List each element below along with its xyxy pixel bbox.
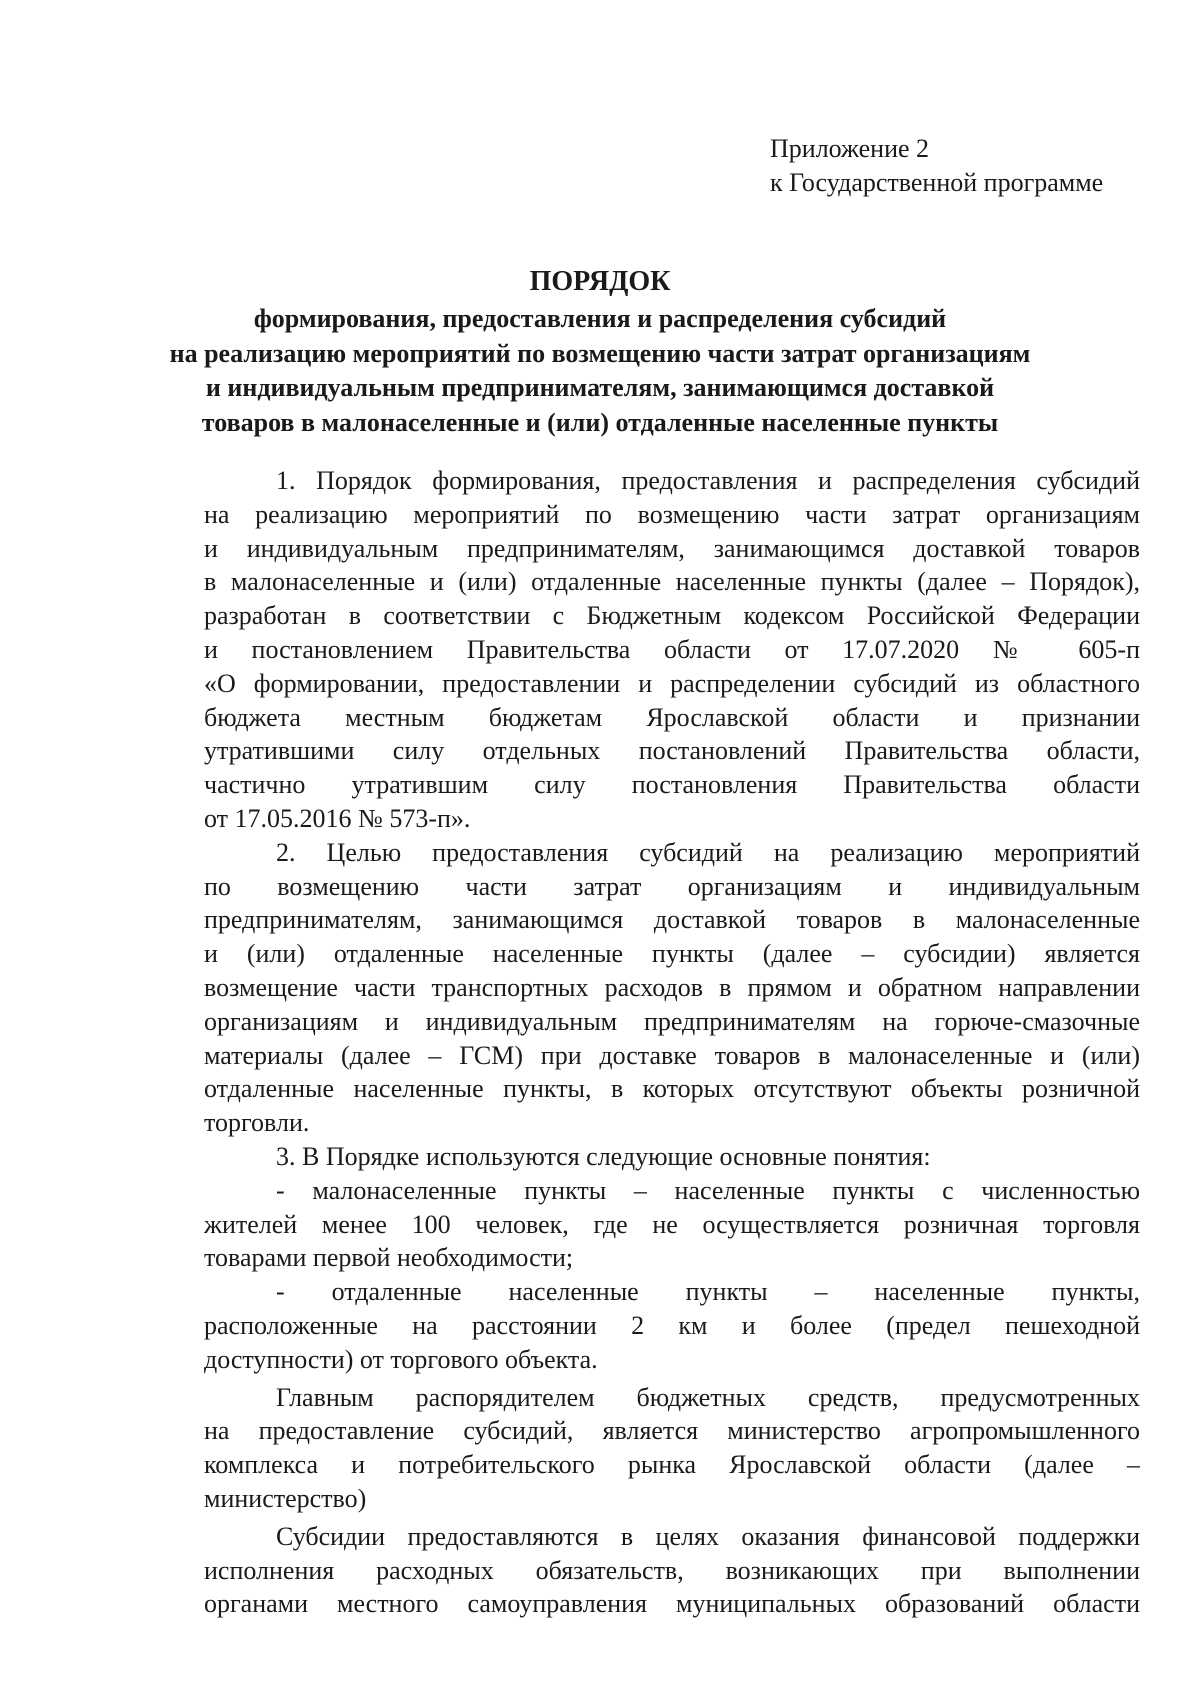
text-line: товарами первой необходимости; [204, 1243, 574, 1273]
title-line: и индивидуальным предпринимателям, занимающимся доставкой [205, 373, 995, 402]
text-line: - отдаленные населенные пункты – населенные пункты, [276, 1277, 1140, 1307]
title-line: формирования, предоставления и распределения субсидий [253, 304, 947, 333]
title-line: на реализацию мероприятий по возмещению части затрат организациям [169, 338, 1031, 368]
document-title [150, 262, 1050, 440]
text-line: по возмещению части затрат организациям и индивидуальным [204, 871, 1140, 901]
text-line: и (или) отдаленные населенные пункты (далее – субсидии) является [204, 939, 1140, 969]
text-line: в малонаселенные и (или) отдаленные населенные пункты (далее – Порядок), [204, 567, 1140, 597]
text-line: исполнения расходных обязательств, возникающих при выполнении [204, 1555, 1140, 1585]
text-line: 1. Порядок формирования, предоставления и распределения субсидий [276, 466, 1140, 495]
text-line: министерство) [204, 1483, 367, 1513]
text-line: бюджета местным бюджетам Ярославской области и признании [204, 702, 1140, 732]
text-line: предпринимателям, занимающимся доставкой товаров в малонаселенные [204, 905, 1140, 935]
text-line: комплекса и потребительского рынка Ярославской области (далее – [204, 1450, 1140, 1480]
text-line: на предоставление субсидий, является министерство агропромышленного [204, 1416, 1140, 1446]
text-line: на реализацию мероприятий по возмещению части затрат организациям [204, 499, 1140, 529]
document-body [204, 464, 1140, 1621]
text-line: органами местного самоуправления муниципальных образований области [204, 1589, 1140, 1619]
text-line: и постановлением Правительства области от 17.07.2020 № 605-п [204, 634, 1140, 664]
text-line: торговли. [204, 1108, 310, 1138]
text-line: утратившими силу отдельных постановлений Правительства области, [204, 736, 1140, 766]
title-heading: ПОРЯДОК [529, 266, 671, 297]
text-line: расположенные на расстоянии 2 км и более (предел пешеходной [204, 1310, 1140, 1340]
text-line: - малонаселенные пункты – населенные пункты с численностью [276, 1175, 1140, 1205]
text-line: и индивидуальным предпринимателям, занимающимся доставкой товаров [204, 533, 1140, 563]
annex-number: Приложение 2 [770, 134, 930, 163]
text-line: организациям и индивидуальным предпринимателям на горюче-смазочные [204, 1006, 1140, 1036]
text-line: доступности) от торгового объекта. [204, 1344, 598, 1374]
text-line: 2. Целью предоставления субсидий на реализацию мероприятий [276, 837, 1140, 867]
text-line: от 17.05.2016 № 573-п». [204, 803, 471, 833]
text-line: разработан в соответствии с Бюджетным кодексом Российской Федерации [204, 601, 1140, 631]
annex-header [770, 132, 1103, 200]
text-line: 3. В Порядке используются следующие основные понятия: [276, 1141, 931, 1171]
annex-reference: к Государственной программе [770, 168, 1104, 197]
text-line: возмещение части транспортных расходов в прямом и обратном направлении [204, 972, 1140, 1002]
title-line: товаров в малонаселенные и (или) отдаленные населенные пункты [201, 407, 999, 437]
text-line: отдаленные населенные пункты, в которых отсутствуют объекты розничной [204, 1074, 1140, 1104]
text-line: Главным распорядителем бюджетных средств, предусмотренных [276, 1382, 1140, 1412]
text-line: «О формировании, предоставлении и распределении субсидий из областного [204, 668, 1140, 698]
text-line: материалы (далее – ГСМ) при доставке товаров в малонаселенные и (или) [204, 1040, 1140, 1070]
text-line: Субсидии предоставляются в целях оказания финансовой поддержки [276, 1521, 1140, 1551]
text-line: жителей менее 100 человек, где не осуществляется розничная торговля [204, 1209, 1140, 1239]
text-line: частично утратившим силу постановления Правительства области [204, 770, 1140, 800]
